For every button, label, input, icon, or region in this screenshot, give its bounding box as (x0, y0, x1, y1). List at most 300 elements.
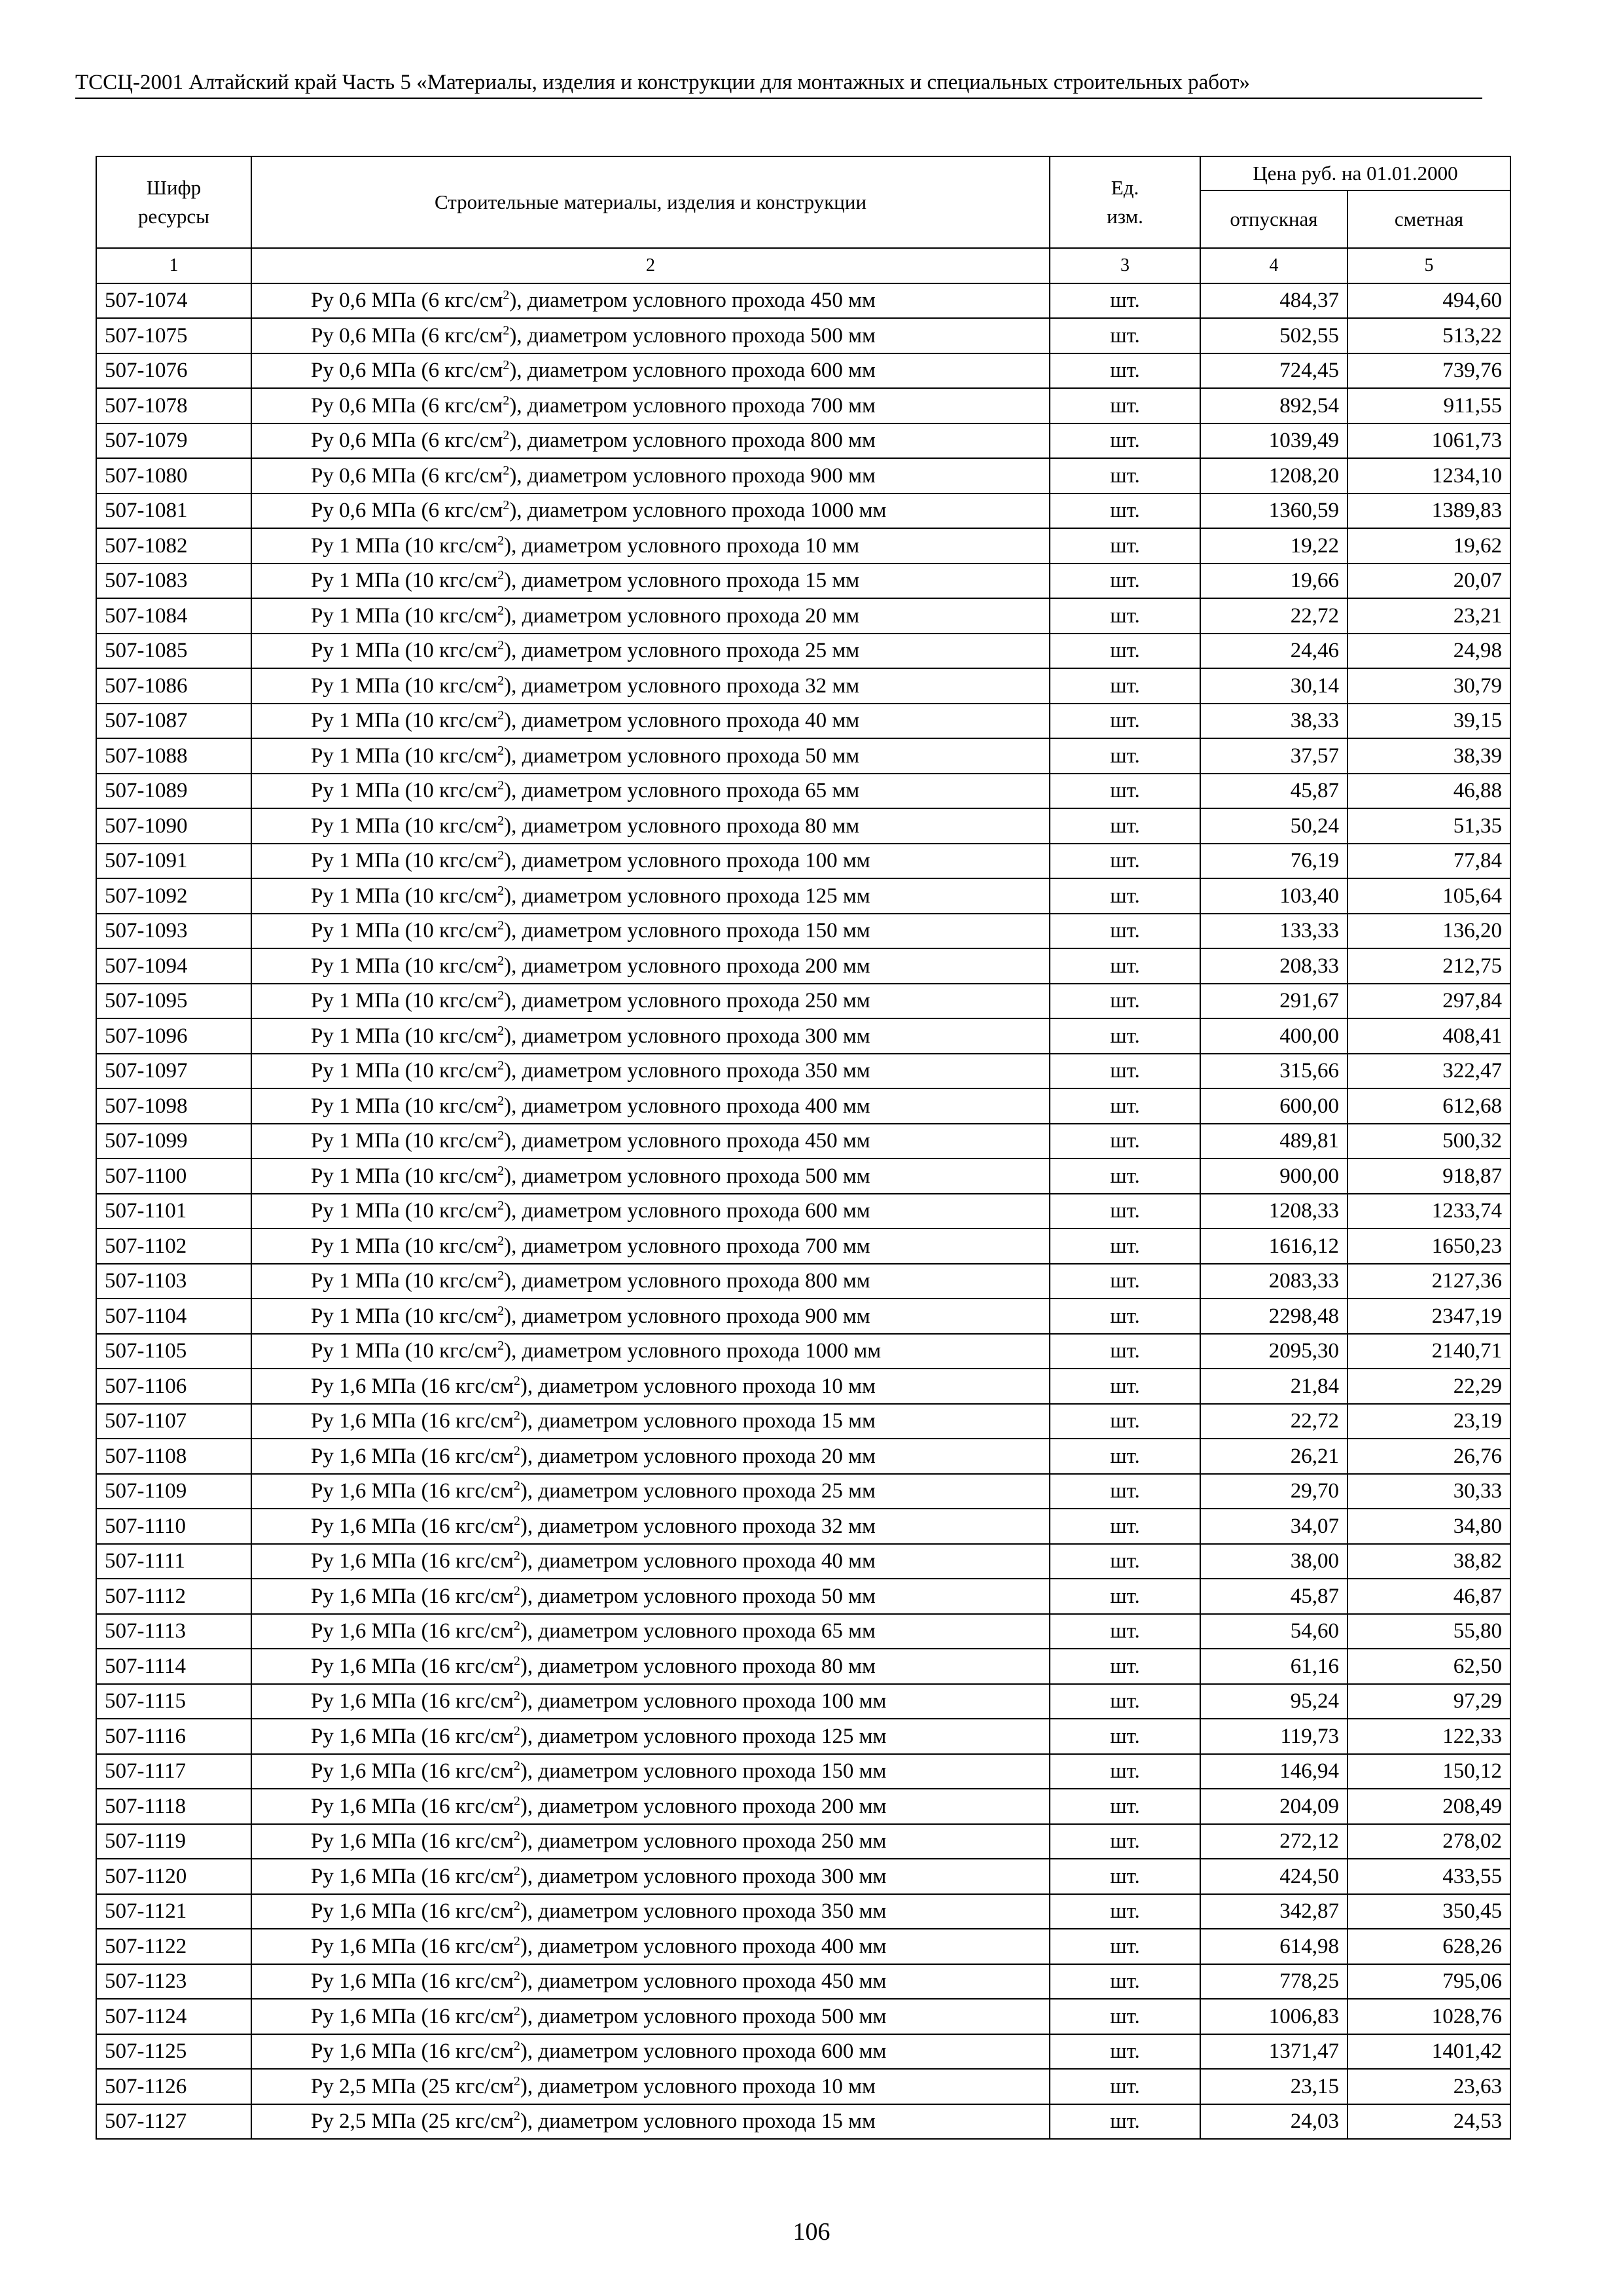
description-text: Ру 1 МПа (10 кгс/см (311, 1269, 498, 1293)
material-description (251, 1404, 1050, 1439)
resource-code: 507-1094 (96, 948, 251, 984)
description-text: Ру 0,6 МПа (6 кгс/см (311, 359, 503, 383)
table-row (96, 564, 1510, 599)
release-price: 119,73 (1200, 1719, 1347, 1754)
description-text: ), диаметром условного прохода 100 мм (520, 1689, 887, 1713)
unit: шт. (1050, 1719, 1200, 1754)
release-price: 1006,83 (1200, 1999, 1347, 2034)
description-text: Ру 1 МПа (10 кгс/см (311, 673, 498, 698)
resource-code: 507-1119 (96, 1824, 251, 1859)
estimate-price: 26,76 (1347, 1439, 1510, 1474)
unit: шт. (1050, 353, 1200, 389)
table-row (96, 1194, 1510, 1229)
material-description (251, 878, 1050, 914)
table-row (96, 1649, 1510, 1684)
column-number: 4 (1200, 248, 1347, 283)
description-text: Ру 1,6 МПа (16 кгс/см (311, 1829, 514, 1854)
superscript: 2 (503, 323, 510, 338)
unit: шт. (1050, 984, 1200, 1019)
superscript: 2 (497, 1198, 505, 1213)
estimate-price: 322,47 (1347, 1054, 1510, 1089)
description-text: Ру 1 МПа (10 кгс/см (311, 1059, 498, 1083)
unit: шт. (1050, 1684, 1200, 1719)
description-text: Ру 1 МПа (10 кгс/см (311, 779, 498, 803)
resource-code: 507-1116 (96, 1719, 251, 1754)
release-price: 502,55 (1200, 318, 1347, 353)
material-description (251, 388, 1050, 423)
material-description (251, 1194, 1050, 1229)
release-price: 19,22 (1200, 528, 1347, 564)
superscript: 2 (513, 1899, 520, 1914)
resource-code: 507-1090 (96, 808, 251, 844)
estimate-price: 1028,76 (1347, 1999, 1510, 2034)
release-price: 95,24 (1200, 1684, 1347, 1719)
unit: шт. (1050, 1088, 1200, 1124)
table-row (96, 1264, 1510, 1299)
material-description (251, 774, 1050, 809)
release-price: 2095,30 (1200, 1334, 1347, 1369)
resource-code: 507-1079 (96, 423, 251, 459)
table-row (96, 1894, 1510, 1929)
release-price: 614,98 (1200, 1929, 1347, 1964)
unit: шт. (1050, 1509, 1200, 1544)
material-description (251, 1684, 1050, 1719)
description-text: ), диаметром условного прохода 20 мм (520, 1444, 876, 1468)
table-row (96, 1088, 1510, 1124)
description-text: Ру 0,6 МПа (6 кгс/см (311, 323, 503, 348)
table-row (96, 704, 1510, 739)
material-description (251, 2069, 1050, 2104)
description-text: Ру 1,6 МПа (16 кгс/см (311, 1479, 514, 1503)
superscript: 2 (497, 1303, 505, 1318)
description-text: ), диаметром условного прохода 500 мм (509, 323, 876, 348)
superscript: 2 (497, 1128, 505, 1143)
release-price: 45,87 (1200, 774, 1347, 809)
material-description (251, 1158, 1050, 1194)
description-text: ), диаметром условного прохода 65 мм (520, 1619, 876, 1643)
release-price: 23,15 (1200, 2069, 1347, 2104)
superscript: 2 (513, 1408, 520, 1424)
description-text: Ру 1,6 МПа (16 кгс/см (311, 1934, 514, 1958)
material-description (251, 1544, 1050, 1579)
unit: шт. (1050, 668, 1200, 704)
unit: шт. (1050, 564, 1200, 599)
resource-code: 507-1120 (96, 1859, 251, 1894)
estimate-price: 30,79 (1347, 668, 1510, 704)
description-text: ), диаметром условного прохода 80 мм (504, 814, 860, 838)
release-price: 29,70 (1200, 1474, 1347, 1509)
material-description (251, 353, 1050, 389)
superscript: 2 (497, 1268, 505, 1283)
resource-code: 507-1126 (96, 2069, 251, 2104)
table-row (96, 598, 1510, 634)
description-text: Ру 1 МПа (10 кгс/см (311, 639, 498, 663)
resource-code: 507-1089 (96, 774, 251, 809)
superscript: 2 (513, 1513, 520, 1528)
unit: шт. (1050, 1334, 1200, 1369)
description-text: Ру 1 МПа (10 кгс/см (311, 1129, 498, 1153)
table-row (96, 878, 1510, 914)
superscript: 2 (513, 1619, 520, 1634)
resource-code: 507-1118 (96, 1789, 251, 1824)
estimate-price: 24,53 (1347, 2104, 1510, 2140)
table-row (96, 1544, 1510, 1579)
unit: шт. (1050, 1579, 1200, 1614)
description-text: ), диаметром условного прохода 15 мм (504, 569, 860, 593)
resource-code: 507-1107 (96, 1404, 251, 1439)
superscript: 2 (497, 1058, 505, 1073)
table-row (96, 2104, 1510, 2140)
resource-code: 507-1074 (96, 283, 251, 319)
table-row (96, 423, 1510, 459)
unit: шт. (1050, 808, 1200, 844)
release-price: 424,50 (1200, 1859, 1347, 1894)
resource-code: 507-1125 (96, 2034, 251, 2070)
material-description (251, 984, 1050, 1019)
resource-code: 507-1087 (96, 704, 251, 739)
release-price: 61,16 (1200, 1649, 1347, 1684)
description-text: Ру 1,6 МПа (16 кгс/см (311, 1864, 514, 1888)
material-description (251, 668, 1050, 704)
description-text: ), диаметром условного прохода 400 мм (504, 1094, 870, 1118)
material-description (251, 564, 1050, 599)
release-price: 489,81 (1200, 1124, 1347, 1159)
release-price: 2083,33 (1200, 1264, 1347, 1299)
resource-code: 507-1081 (96, 493, 251, 529)
release-price: 19,66 (1200, 564, 1347, 599)
description-text: ), диаметром условного прохода 80 мм (520, 1654, 876, 1678)
superscript: 2 (497, 1023, 505, 1038)
resource-code: 507-1123 (96, 1964, 251, 2000)
description-text: Ру 1 МПа (10 кгс/см (311, 849, 498, 873)
material-description (251, 1999, 1050, 2034)
resource-code: 507-1083 (96, 564, 251, 599)
release-price: 22,72 (1200, 598, 1347, 634)
material-description (251, 2034, 1050, 2070)
column-number: 2 (251, 248, 1050, 283)
release-price: 291,67 (1200, 984, 1347, 1019)
unit: шт. (1050, 493, 1200, 529)
resource-code: 507-1095 (96, 984, 251, 1019)
material-description (251, 1649, 1050, 1684)
material-description (251, 1334, 1050, 1369)
description-text: ), диаметром условного прохода 350 мм (504, 1059, 870, 1083)
unit: шт. (1050, 1018, 1200, 1054)
table-row (96, 2069, 1510, 2104)
table-row (96, 1369, 1510, 1404)
description-text: ), диаметром условного прохода 700 мм (509, 393, 876, 418)
release-price: 24,46 (1200, 634, 1347, 669)
release-price: 37,57 (1200, 738, 1347, 774)
release-price: 1208,33 (1200, 1194, 1347, 1229)
unit: шт. (1050, 1194, 1200, 1229)
material-description (251, 948, 1050, 984)
description-text: Ру 1,6 МПа (16 кгс/см (311, 1409, 514, 1433)
table-row (96, 984, 1510, 1019)
description-text: Ру 1 МПа (10 кгс/см (311, 919, 498, 943)
release-price: 892,54 (1200, 388, 1347, 423)
estimate-price: 513,22 (1347, 318, 1510, 353)
description-text: ), диаметром условного прохода 250 мм (504, 989, 870, 1013)
description-text: Ру 1 МПа (10 кгс/см (311, 1199, 498, 1223)
superscript: 2 (513, 1793, 520, 1808)
release-price: 26,21 (1200, 1439, 1347, 1474)
resource-code: 507-1097 (96, 1054, 251, 1089)
description-text: ), диаметром условного прохода 250 мм (520, 1829, 887, 1854)
description-text: Ру 1,6 МПа (16 кгс/см (311, 1689, 514, 1713)
table-row (96, 1789, 1510, 1824)
estimate-price: 408,41 (1347, 1018, 1510, 1054)
release-price: 724,45 (1200, 353, 1347, 389)
release-price: 24,03 (1200, 2104, 1347, 2140)
material-description (251, 2104, 1050, 2140)
estimate-price: 1234,10 (1347, 458, 1510, 493)
unit: шт. (1050, 1824, 1200, 1859)
release-price: 38,00 (1200, 1544, 1347, 1579)
col-header-description: Строительные материалы, изделия и конструкции (251, 156, 1050, 248)
estimate-price: 795,06 (1347, 1964, 1510, 2000)
unit: шт. (1050, 1264, 1200, 1299)
description-text: Ру 1 МПа (10 кгс/см (311, 569, 498, 593)
table-row (96, 1439, 1510, 1474)
material-description (251, 1124, 1050, 1159)
unit: шт. (1050, 283, 1200, 319)
unit: шт. (1050, 1229, 1200, 1264)
release-price: 204,09 (1200, 1789, 1347, 1824)
description-text: ), диаметром условного прохода 800 мм (509, 429, 876, 453)
release-price: 1371,47 (1200, 2034, 1347, 2070)
material-description (251, 423, 1050, 459)
column-number: 5 (1347, 248, 1510, 283)
estimate-price: 55,80 (1347, 1614, 1510, 1649)
material-description (251, 1299, 1050, 1334)
material-description (251, 914, 1050, 949)
superscript: 2 (513, 1583, 520, 1598)
table-row (96, 844, 1510, 879)
table-row (96, 634, 1510, 669)
table-row (96, 1299, 1510, 1334)
table-row (96, 808, 1510, 844)
table-row (96, 318, 1510, 353)
estimate-price: 208,49 (1347, 1789, 1510, 1824)
description-text: ), диаметром условного прохода 40 мм (504, 709, 860, 733)
description-text: ), диаметром условного прохода 450 мм (520, 1969, 887, 1994)
description-text: Ру 1,6 МПа (16 кгс/см (311, 1724, 514, 1748)
material-description (251, 1824, 1050, 1859)
material-description (251, 458, 1050, 493)
unit: шт. (1050, 878, 1200, 914)
unit: шт. (1050, 844, 1200, 879)
col-header-release-price: отпускная (1200, 190, 1347, 248)
estimate-price: 500,32 (1347, 1124, 1510, 1159)
table-row (96, 668, 1510, 704)
estimate-price: 30,33 (1347, 1474, 1510, 1509)
resource-code: 507-1122 (96, 1929, 251, 1964)
release-price: 1616,12 (1200, 1229, 1347, 1264)
description-text: Ру 1 МПа (10 кгс/см (311, 744, 498, 768)
description-text: Ру 1,6 МПа (16 кгс/см (311, 1899, 514, 1924)
table-row (96, 1474, 1510, 1509)
description-text: Ру 1,6 МПа (16 кгс/см (311, 1584, 514, 1608)
estimate-price: 51,35 (1347, 808, 1510, 844)
estimate-price: 278,02 (1347, 1824, 1510, 1859)
description-text: Ру 1,6 МПа (16 кгс/см (311, 1619, 514, 1643)
col-header-price: Цена руб. на 01.01.2000 (1200, 156, 1510, 190)
superscript: 2 (497, 603, 505, 618)
description-text: Ру 1 МПа (10 кгс/см (311, 1094, 498, 1118)
description-text: ), диаметром условного прохода 1000 мм (504, 1339, 882, 1363)
unit: шт. (1050, 1999, 1200, 2034)
superscript: 2 (497, 813, 505, 828)
unit: шт. (1050, 1158, 1200, 1194)
unit: шт. (1050, 634, 1200, 669)
description-text: ), диаметром условного прохода 20 мм (504, 603, 860, 628)
description-text: Ру 0,6 МПа (6 кгс/см (311, 289, 503, 313)
unit: шт. (1050, 423, 1200, 459)
release-price: 484,37 (1200, 283, 1347, 319)
material-description (251, 1369, 1050, 1404)
estimate-price: 46,88 (1347, 774, 1510, 809)
material-description (251, 1579, 1050, 1614)
table-row (96, 1229, 1510, 1264)
unit: шт. (1050, 1649, 1200, 1684)
description-text: ), диаметром условного прохода 900 мм (504, 1304, 870, 1328)
superscript: 2 (497, 1163, 505, 1178)
material-description (251, 1789, 1050, 1824)
estimate-price: 628,26 (1347, 1929, 1510, 1964)
superscript: 2 (513, 1689, 520, 1704)
estimate-price: 19,62 (1347, 528, 1510, 564)
description-text: ), диаметром условного прохода 15 мм (520, 2109, 876, 2134)
description-text: Ру 1 МПа (10 кгс/см (311, 1304, 498, 1328)
description-text: Ру 1 МПа (10 кгс/см (311, 1164, 498, 1188)
estimate-price: 23,63 (1347, 2069, 1510, 2104)
material-description (251, 1088, 1050, 1124)
unit: шт. (1050, 458, 1200, 493)
superscript: 2 (513, 1933, 520, 1948)
superscript: 2 (497, 1093, 505, 1108)
release-price: 45,87 (1200, 1579, 1347, 1614)
unit: шт. (1050, 318, 1200, 353)
resource-code: 507-1092 (96, 878, 251, 914)
description-text: Ру 1 МПа (10 кгс/см (311, 709, 498, 733)
description-text: ), диаметром условного прохода 350 мм (520, 1899, 887, 1924)
superscript: 2 (503, 498, 510, 513)
estimate-price: 136,20 (1347, 914, 1510, 949)
resource-code: 507-1075 (96, 318, 251, 353)
description-text: Ру 1,6 МПа (16 кгс/см (311, 1514, 514, 1538)
estimate-price: 911,55 (1347, 388, 1510, 423)
superscript: 2 (513, 2003, 520, 2018)
unit: шт. (1050, 1964, 1200, 2000)
release-price: 900,00 (1200, 1158, 1347, 1194)
col-header-code: Шифр ресурсы (96, 156, 251, 248)
estimate-price: 1233,74 (1347, 1194, 1510, 1229)
table-row (96, 1404, 1510, 1439)
table-row (96, 1999, 1510, 2034)
estimate-price: 918,87 (1347, 1158, 1510, 1194)
unit: шт. (1050, 1544, 1200, 1579)
estimate-price: 46,87 (1347, 1579, 1510, 1614)
description-text: ), диаметром условного прохода 900 мм (509, 463, 876, 488)
material-description (251, 598, 1050, 634)
resource-code: 507-1104 (96, 1299, 251, 1334)
table-row (96, 1929, 1510, 1964)
material-description (251, 1614, 1050, 1649)
table-row (96, 458, 1510, 493)
description-text: ), диаметром условного прохода 1000 мм (509, 499, 887, 523)
superscript: 2 (503, 463, 510, 478)
estimate-price: 2127,36 (1347, 1264, 1510, 1299)
superscript: 2 (503, 428, 510, 443)
column-number: 1 (96, 248, 251, 283)
description-text: Ру 1 МПа (10 кгс/см (311, 1024, 498, 1048)
material-description (251, 318, 1050, 353)
table-row (96, 1124, 1510, 1159)
superscript: 2 (503, 288, 510, 303)
material-description (251, 1964, 1050, 2000)
release-price: 342,87 (1200, 1894, 1347, 1929)
description-text: ), диаметром условного прохода 32 мм (520, 1514, 876, 1538)
description-text: ), диаметром условного прохода 450 мм (509, 289, 876, 313)
superscript: 2 (513, 1549, 520, 1564)
description-text: Ру 1,6 МПа (16 кгс/см (311, 1969, 514, 1994)
estimate-price: 39,15 (1347, 704, 1510, 739)
unit: шт. (1050, 1054, 1200, 1089)
table-row (96, 493, 1510, 529)
release-price: 146,94 (1200, 1754, 1347, 1789)
resource-code: 507-1085 (96, 634, 251, 669)
material-description (251, 1264, 1050, 1299)
resource-code: 507-1121 (96, 1894, 251, 1929)
table-row (96, 1018, 1510, 1054)
unit: шт. (1050, 1614, 1200, 1649)
table-row (96, 1964, 1510, 2000)
release-price: 1360,59 (1200, 493, 1347, 529)
resource-code: 507-1082 (96, 528, 251, 564)
table-row (96, 528, 1510, 564)
resource-code: 507-1106 (96, 1369, 251, 1404)
description-text: ), диаметром условного прохода 15 мм (520, 1409, 876, 1433)
material-description (251, 1229, 1050, 1264)
table-row (96, 1859, 1510, 1894)
superscript: 2 (513, 1479, 520, 1494)
resource-code: 507-1093 (96, 914, 251, 949)
resource-code: 507-1115 (96, 1684, 251, 1719)
resource-code: 507-1113 (96, 1614, 251, 1649)
material-description (251, 1894, 1050, 1929)
resource-code: 507-1091 (96, 844, 251, 879)
release-price: 50,24 (1200, 808, 1347, 844)
description-text: ), диаметром условного прохода 25 мм (504, 639, 860, 663)
superscript: 2 (513, 1373, 520, 1388)
resource-code: 507-1127 (96, 2104, 251, 2140)
description-text: Ру 1,6 МПа (16 кгс/см (311, 1794, 514, 1818)
release-price: 133,33 (1200, 914, 1347, 949)
release-price: 208,33 (1200, 948, 1347, 984)
superscript: 2 (497, 673, 505, 688)
material-description (251, 1054, 1050, 1089)
estimate-price: 612,68 (1347, 1088, 1510, 1124)
material-description (251, 738, 1050, 774)
description-text: ), диаметром условного прохода 500 мм (504, 1164, 870, 1188)
estimate-price: 494,60 (1347, 283, 1510, 319)
unit: шт. (1050, 774, 1200, 809)
resource-code: 507-1076 (96, 353, 251, 389)
description-text: ), диаметром условного прохода 700 мм (504, 1234, 870, 1258)
page-number: 106 (793, 2218, 830, 2246)
release-price: 778,25 (1200, 1964, 1347, 2000)
